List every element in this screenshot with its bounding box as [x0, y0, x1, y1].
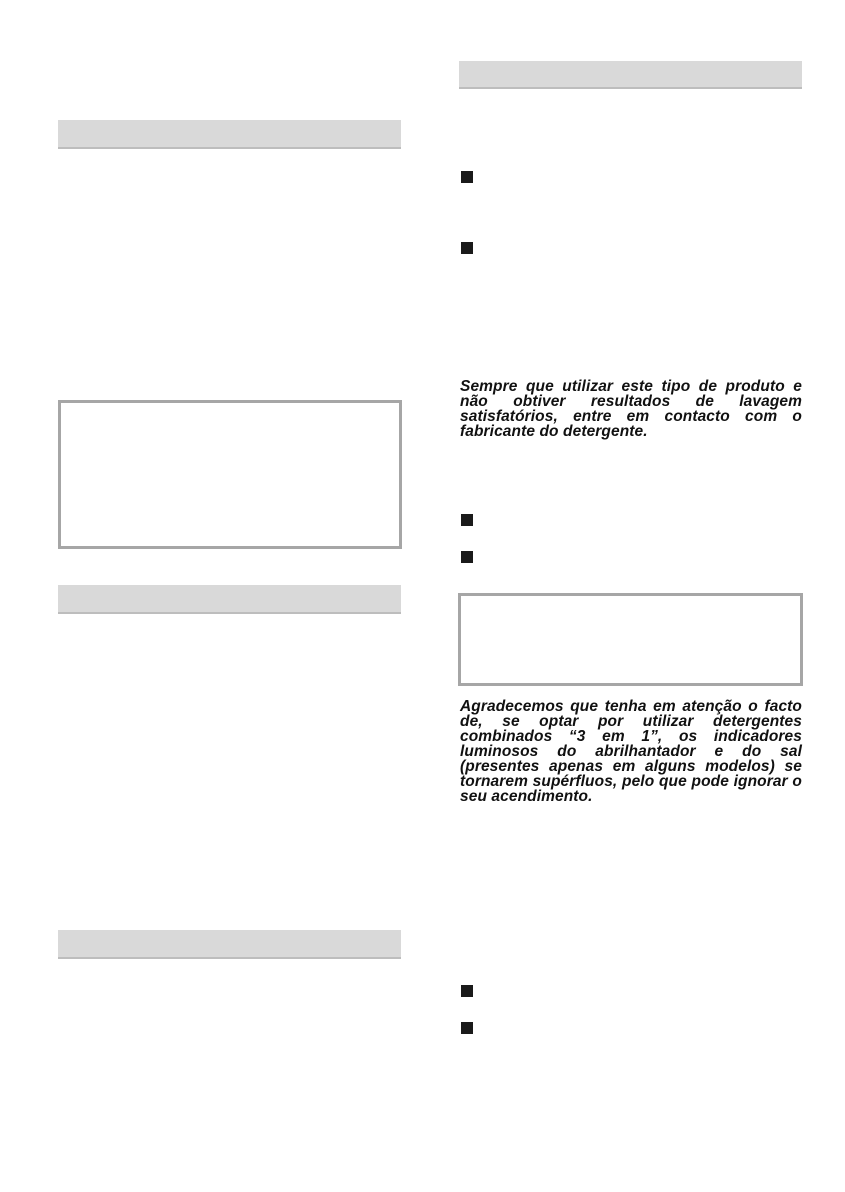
section-header-bar-3: [58, 930, 401, 959]
detergent-contact-note: Sempre que utilizar este tipo de produto e não obtiver resultados de lavagem satisfatórios, entre em contacto com o fabricante do detergente.: [460, 378, 802, 440]
section-header-bar-2: [58, 585, 401, 614]
list-bullet-1: [461, 171, 473, 183]
section-header-bar-4: [459, 61, 802, 89]
section-header-bar-1: [58, 120, 401, 149]
list-bullet-2: [461, 242, 473, 254]
list-bullet-6: [461, 1022, 473, 1034]
list-bullet-3: [461, 514, 473, 526]
three-in-one-note: Agradecemos que tenha em atenção o facto de, se optar por utilizar detergentes combinados “3 em 1”, os indicadores luminosos do abrilhantador e do sal (presentes apenas em alguns modelos) se tornarem supérfluos, pelo que pode ignorar o seu acendimento.: [460, 698, 802, 805]
info-box-1: [58, 400, 402, 549]
list-bullet-5: [461, 985, 473, 997]
info-box-2: [458, 593, 803, 686]
list-bullet-4: [461, 551, 473, 563]
